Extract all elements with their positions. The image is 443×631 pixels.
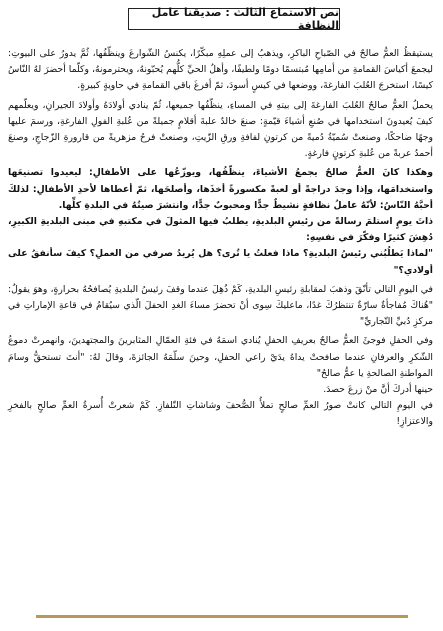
bottom-divider (36, 615, 408, 618)
paragraph: يحملُ العمُّ صالحٌ العُلبَ الفارغةَ إلى بيتهِ في المساءِ، ينظّفُها جميعها، ثُمّ ينادي أولادَهُ وأولادَ الجيرانِ، ويعلّمهم كيفَ يُعيدونَ استخدامها في صُنعِ أشياءَ قيّمةٍ: صنعَ خالدٌ علبةَ أقلامٍ جميلةً من عُلبةِ الفولِ الفارغةِ، ورسمَ عليها وجهًا ضاحكًا، وصنعتْ سُميّةُ دُميةً من كرتونِ لفافةِ ورقِ الزّيتِ، وصنعتْ فرحُ مزهريةً من قارورةِ الزّجاجِ، وصنعَ أحمدُ عربةً من عُلبةِ كرتونٍ فارغةٍ. (8, 99, 433, 160)
paragraph: في اليومِ التالي تأنّقَ وذهبَ لمقابلةِ رئيسِ البلديةِ، كَمْ ذُهِلَ عندما وقفَ رئيسُ البلديةِ يُصافحُهُ بحرارةٍ، وهوَ يقولُ: "هُناكَ مُفاجأةٌ سارّةٌ تنتظرُكَ غدًا، ماعليكَ سِوى أنْ تحضرَ مساءَ الغدِ الحفلَ الّذي سيُقامُ في قاعةِ الإماراتِ في مركزِ دُبيِّ التّجاريِّ" (8, 283, 433, 328)
page-title: نص الاستماع الثالث : صديقنا عامل النظافة (128, 8, 340, 30)
paragraph: وهكذا كانَ العمُّ صالحٌ يجمعُ الأشياءَ، ينظّفُها، ويوزّعُها على الأطفالِ: ليعيدوا تصنيعَها واستخدامَها، وإذا وجدَ دراجةً أو لعبةً مكسورةً أخذَها، وأصلحَها، ثمّ أعطاها لأحدِ الأطفالِ: لذلكَ أحبَّهُ النّاسُ: لأنّهُ عاملُ نظافةٍ نشيطٌ جدًّا ومحبوبٌ جدًّا، وانتشرَ صيتُهُ في البلدةِ كلِّها. (8, 167, 433, 211)
paragraph: "لماذا يَطلُبُني رئيسُ البلديةِ؟ ماذا فعلتُ يا تُرى؟ هل يُريدُ صرفي من العملِ؟ كيفَ سأنفقُ على أولادي؟" (8, 248, 433, 276)
paragraph: يستيقظُ العمُّ صالحٌ في الصّباحِ الباكرِ، ويذهبُ إلى عملِهِ مبكّرًا، يكنسُ الشّوارعَ وينظّفُها، ثُمَّ يدورُ على البيوتِ: ليجمعَ أكياسَ القمامةِ من أمامِها مُبتسمًا دومًا ولطيفًا، وأهلُ الحيِّ كلُّهم يُحبّونهُ، ويحترمونهُ، وكلّما أحضرَ لهُ النّاسُ كيسًا، استخرجَ العُلبَ الفارغةَ، ووضعها في كيسٍ أسودَ، ثمّ أفرغَ باقي القمامةِ في حاويةٍ كبيرةٍ. (8, 48, 433, 92)
story-text (8, 46, 433, 431)
paragraph: وفي الحفلِ فوجئَ العمُّ صالحٌ بعريفِ الحفلِ يُنادي اسمَهُ في فئةِ العمّالِ المثابرينَ والمجتهدينَ، وانهمرتْ دموعُ الشّكرِ والعرفانِ عندما صافحتْ يداهُ يدَيْ راعي الحفلِ، وحينَ سلّمَهُ الجائزةَ، وقالَ لهُ: "أنتَ تستحقُّ وسامَ المواطنةِ الصالحةِ يا عمُّ صالحُ" (8, 335, 433, 379)
paragraph: حينها أدركَ أنَّ منْ زرعَ حصدَ. (323, 384, 433, 396)
paragraph: في اليومِ التالي كانتْ صورُ العمِّ صالحٍ تملأُ الصُّحفَ وشاشاتِ التّلفازِ. كَمْ شعرتْ أُسرةُ العمِّ صالحٍ بالفخرِ والاعتزازِ! (8, 400, 433, 428)
paragraph: ذاتَ يومٍ استلمَ رسالةً من رئيسِ البلديةِ، يطلبُ فيها المثولَ في مكتبهِ في مبنى البلديةِ الكبيرِ، دُهِشَ كثيرًا وفكّرَ في نفسِهِ: (8, 216, 433, 244)
